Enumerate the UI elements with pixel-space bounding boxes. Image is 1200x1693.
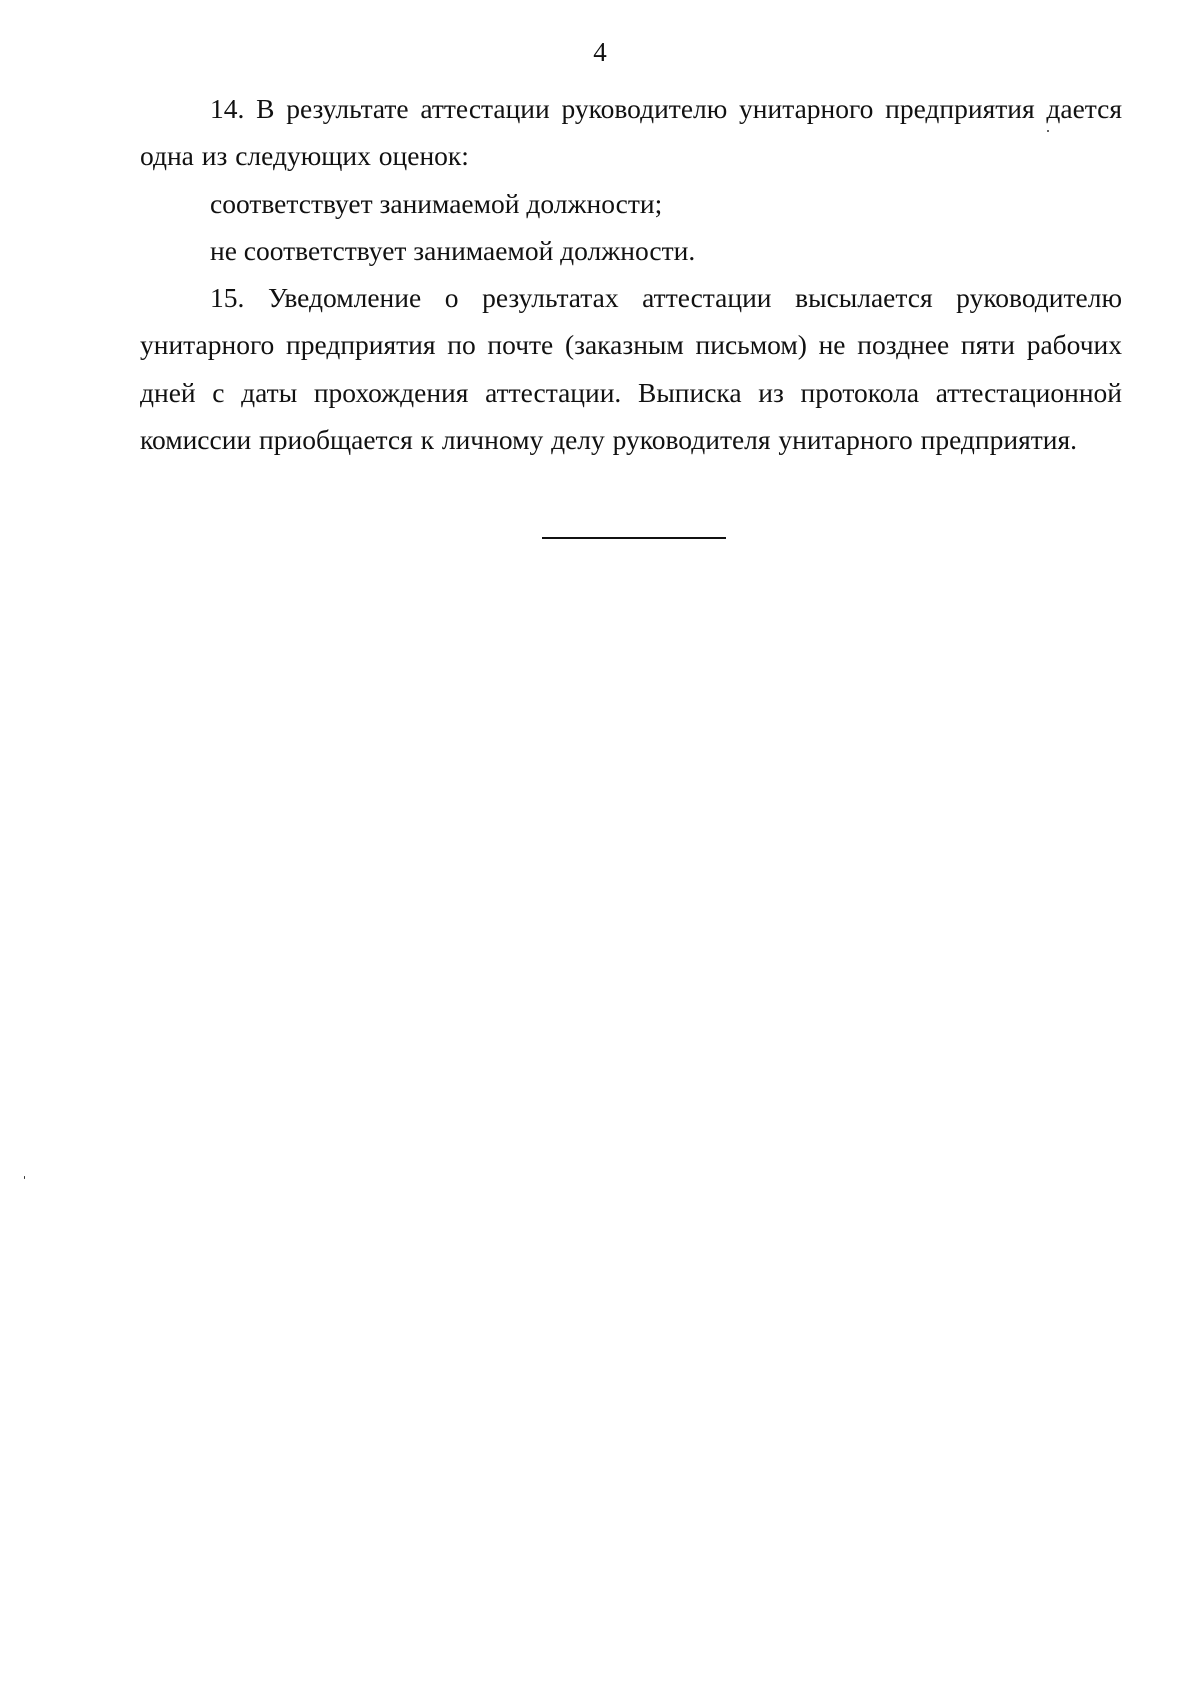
item-15-line-1: 15. Уведомление о результатах аттестации высылается руководителю bbox=[210, 282, 1122, 314]
item-15-paragraph bbox=[140, 274, 1122, 463]
item-14-option-1: соответствует занимаемой должности; bbox=[210, 187, 663, 219]
item-15-line-3: дней с даты прохождения аттестации. Выписка из протокола аттестационной bbox=[140, 376, 1122, 408]
item-14-line-1: 14. В результате аттестации руководителю унитарного предприятия дается bbox=[210, 93, 1122, 124]
item-14-option-2: не соответствует занимаемой должности. bbox=[210, 234, 696, 266]
end-divider-line bbox=[542, 537, 726, 539]
document-body bbox=[140, 85, 1122, 463]
item-14-paragraph bbox=[140, 85, 1122, 180]
item-14-option-list bbox=[140, 180, 1122, 275]
item-15-line-2: унитарного предприятия по почте (заказным письмом) не позднее пяти рабочих bbox=[140, 329, 1122, 361]
item-14-line-2: одна из следующих оценок: bbox=[140, 140, 469, 172]
item-15-line-4: комиссии приобщается к личному делу руководителя унитарного предприятия. bbox=[140, 424, 1078, 456]
scan-speck bbox=[1047, 130, 1049, 132]
scan-speck bbox=[24, 1176, 25, 1179]
page-number: 4 bbox=[593, 37, 607, 67]
